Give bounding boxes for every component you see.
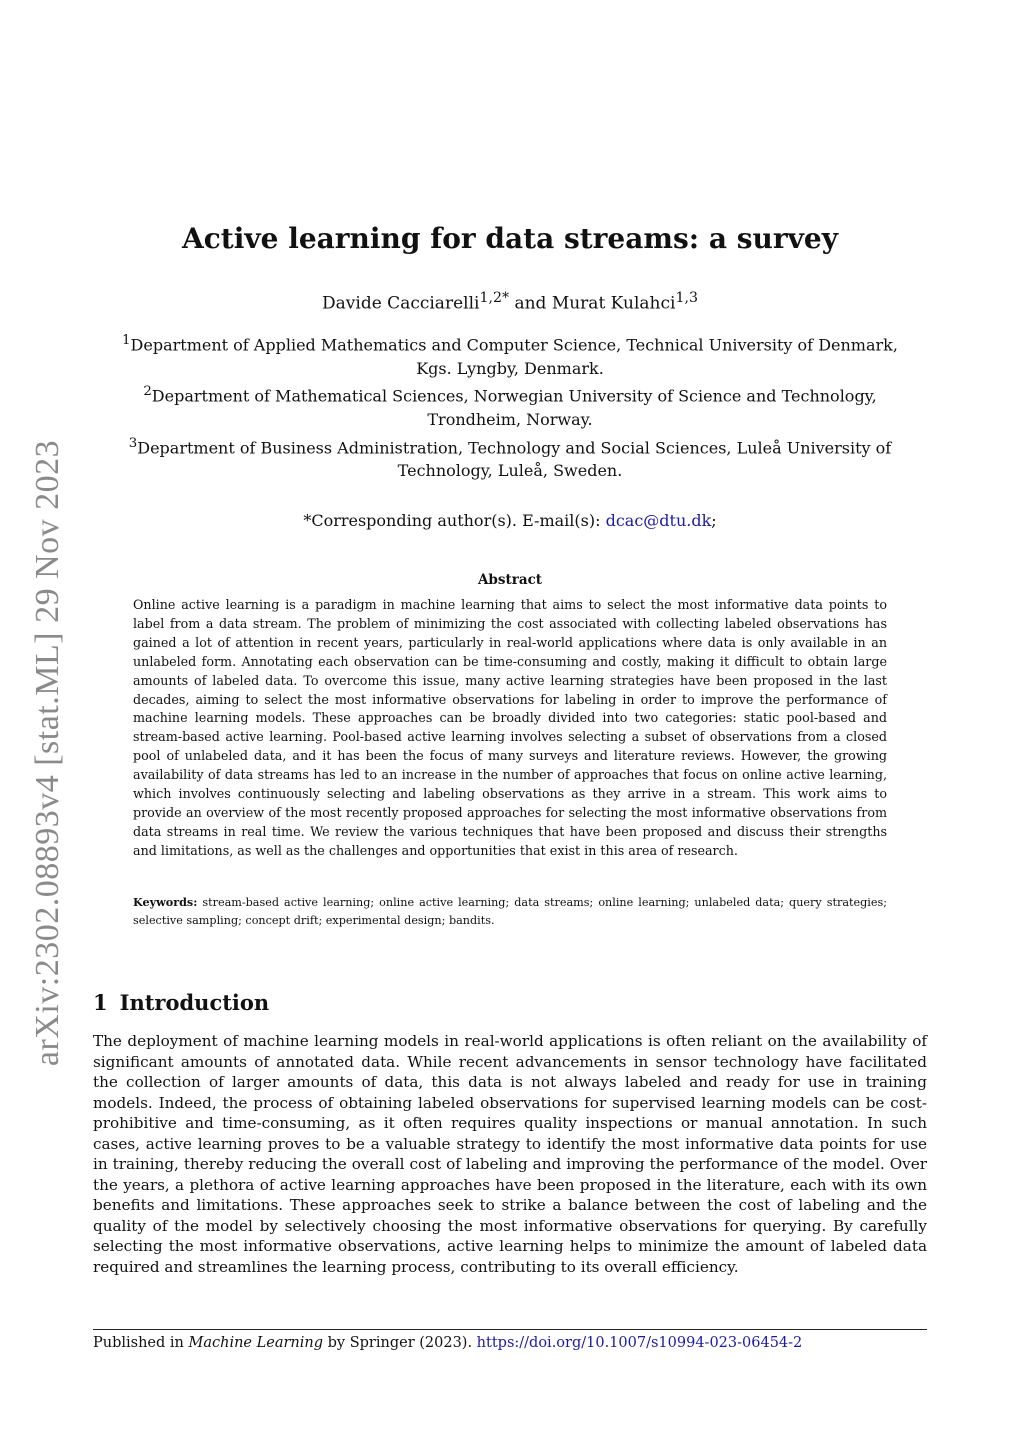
publication-footer (93, 1335, 927, 1351)
keywords (133, 894, 887, 929)
affiliation-line: Kgs. Lyngby, Denmark. (416, 358, 604, 378)
corresponding-author (93, 511, 927, 530)
introduction-paragraph: The deployment of machine learning models in real-world applications is often reliant on the availability of significant amounts of annotated data. While recent advancements in sensor technology have facilitated the collection of larger amounts of data, this data is not always labeled and ready for use in training models. Indeed, the process of obtaining labeled observations for supervised learning models can be cost-prohibitive and time-consuming, as it often requires quality inspections or manual annotation. In such cases, active learning proves to be a valuable strategy to identify the most informative data points for use in training, thereby reducing the overall cost of labeling and improving the performance of the model. Over the years, a plethora of active learning approaches have been proposed in the literature, each with its own benefits and limitations. These approaches seek to strike a balance between the cost of labeling and the quality of the model by selectively choosing the most informative observations for querying. By carefully selecting the most informative observations, active learning helps to minimize the amount of labeled data required and streamlines the learning process, contributing to its overall efficiency. (93, 1032, 927, 1276)
affiliations (93, 329, 927, 483)
author-affiliation-mark: 1,3 (675, 290, 698, 306)
keywords-text: stream-based active learning; online active learning; data streams; online learning; unlabeled data; query strategies; selective sampling; concept drift; experimental design; bandits. (133, 896, 887, 927)
email-link[interactable]: dcac@dtu.dk (605, 511, 712, 530)
keywords-label: Keywords: (133, 895, 198, 909)
affiliation (93, 380, 927, 431)
arxiv-side-stamp (22, 438, 74, 1068)
affiliation-line: Department of Mathematical Sciences, Norwegian University of Science and Technology, (151, 386, 877, 406)
author-line (93, 290, 927, 314)
affiliation-line: Trondheim, Norway. (427, 410, 593, 430)
affiliation-number: 1 (122, 333, 131, 348)
doi-link[interactable]: https://doi.org/10.1007/s10994-023-06454-2 (476, 1335, 803, 1351)
corresponding-suffix: ; (711, 511, 717, 530)
affiliation-number: 2 (143, 384, 152, 400)
author-name: Murat Kulahci (551, 293, 676, 314)
section-heading (93, 990, 269, 1015)
affiliation-line: Department of Business Administration, Technology and Social Sciences, Luleå University of (137, 437, 892, 457)
footer-prefix: Published in (93, 1335, 189, 1351)
affiliation-number: 3 (128, 435, 138, 451)
abstract-heading: Abstract (477, 572, 543, 588)
author-affiliation-mark: 1,2* (479, 290, 510, 306)
section-number: 1 (93, 990, 108, 1015)
affiliation (93, 329, 927, 380)
author-connector: and (509, 293, 552, 314)
footer-rule (93, 1329, 927, 1330)
affiliation-line: Technology, Luleå, Sweden. (397, 461, 623, 481)
author-name: Davide Cacciarelli (322, 293, 480, 314)
affiliation-line: Department of Applied Mathematics and Computer Science, Technical University of Denmark, (130, 335, 898, 355)
abstract-text: Online active learning is a paradigm in machine learning that aims to select the most informative data points to label from a data stream. The problem of minimizing the cost associated with collecting labeled observations has gained a lot of attention in recent years, particularly in real-world applications where data is only available in an unlabeled form. Annotating each observation can be time-consuming and costly, making it difficult to obtain large amounts of labeled data. To overcome this issue, many active learning strategies have been proposed in the last decades, aiming to select the most informative observations for labeling in order to improve the performance of machine learning models. These approaches can be broadly divided into two categories: static pool-based and stream-based active learning. Pool-based active learning involves selecting a subset of observations from a closed pool of unlabeled data, and it has been the focus of many surveys and literature reviews. However, the growing availability of data streams has led to an increase in the number of approaches that focus on online active learning, which involves continuously selecting and labeling observations as they arrive in a stream. This work aims to provide an overview of the most recently proposed approaches for selecting the most informative observations from data streams in real time. We review the various techniques that have been proposed and discuss their strengths and limitations, as well as the challenges and opportunities that exist in this area of research. (133, 597, 887, 858)
paper-title: Active learning for data streams: a survey (182, 222, 838, 255)
section-title: Introduction (119, 990, 270, 1015)
arxiv-id-text: arXiv:2302.08893v4 [stat.ML] 29 Nov 2023 (29, 439, 66, 1067)
affiliation (93, 432, 927, 483)
footer-middle: by Springer (2023). (323, 1335, 477, 1351)
journal-name: Machine Learning (188, 1335, 324, 1351)
corresponding-label: *Corresponding author(s). E-mail(s): (303, 511, 606, 530)
